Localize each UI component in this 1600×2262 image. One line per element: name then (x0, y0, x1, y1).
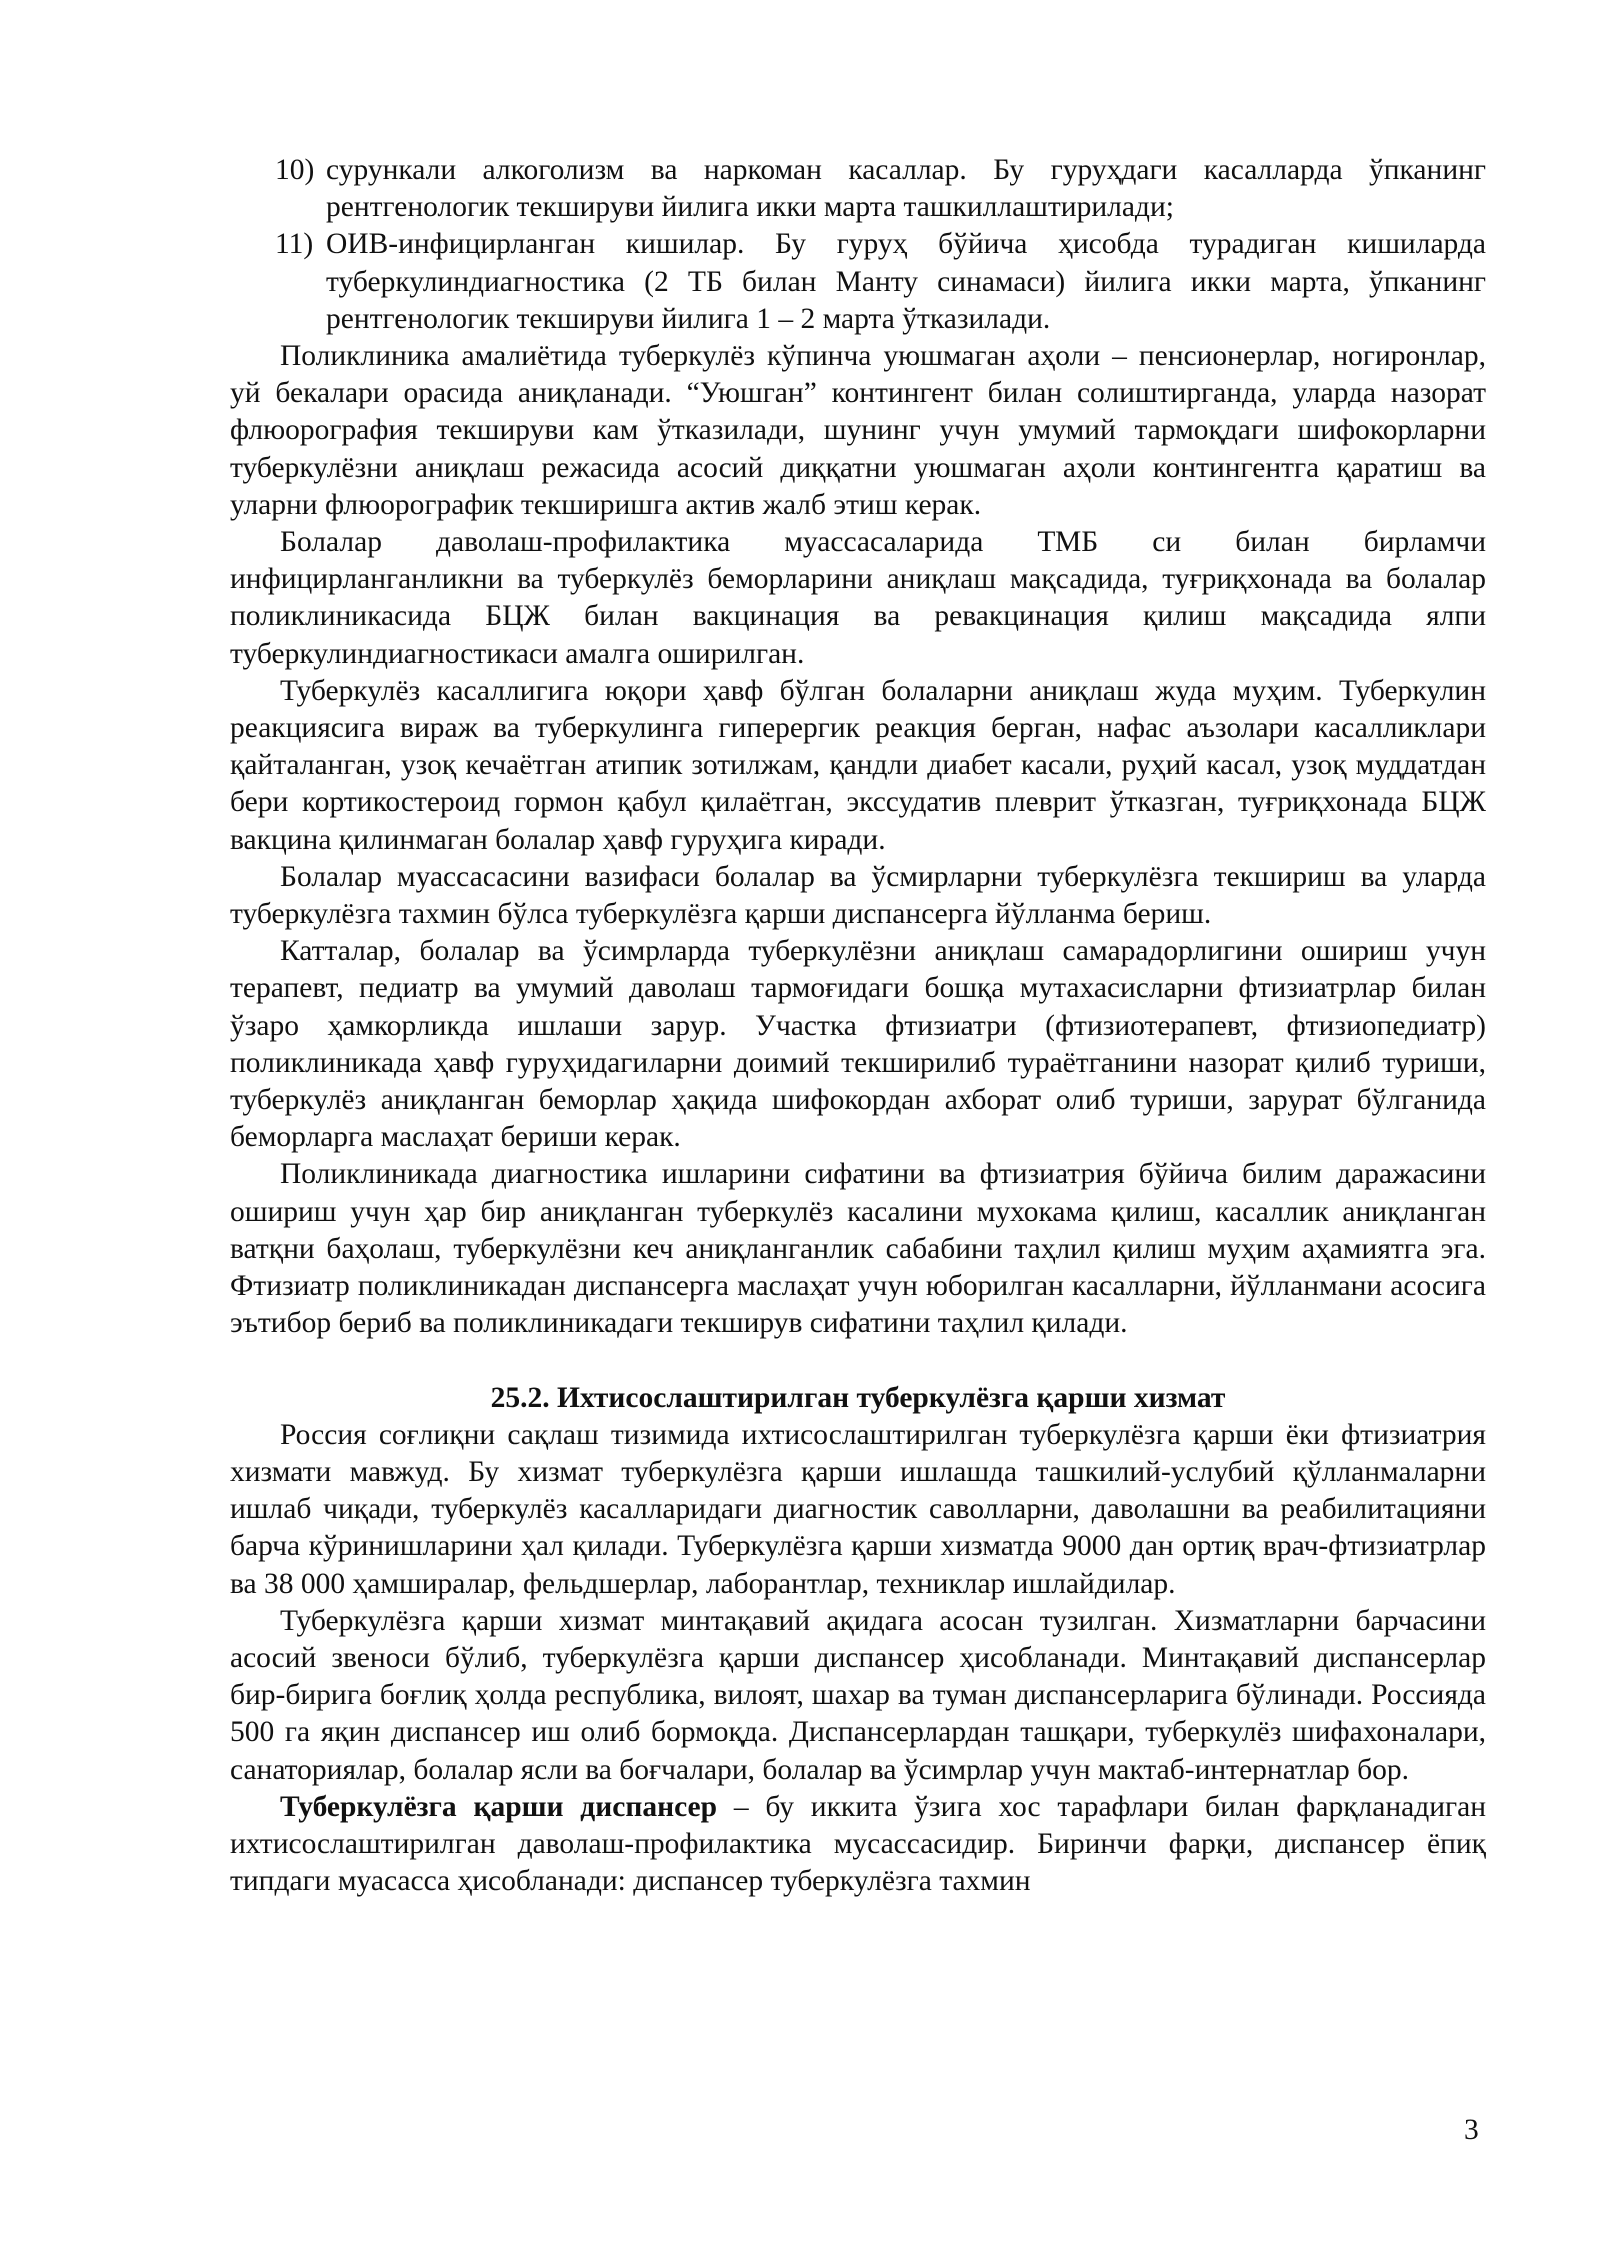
paragraph: Катталар, болалар ва ўсимрларда туберкулёзни аниқлаш самарадорлигини ошириш учун терапевт, педиатр ва умумий даволаш тармоғидаги бошқа мутахасисларни фтизиатрлар билан ўзаро ҳамкорликда ишлаши зарур. Участка фтизиатри (фтизиотерапевт, фтизиопедиатр) поликлиникада ҳавф гуруҳидагиларни доимий текширилиб тураётганини назорат қилиб туриши, туберкулёз аниқланган беморлар ҳақида шифокордан ахборат олиб туриши, зарурат бўлганида беморларга маслаҳат бериши керак. (230, 935, 1486, 1154)
section-heading: 25.2. Ихтисослаштирилган туберкулёзга қарши хизмат (490, 1381, 1226, 1414)
paragraph: Болалар даволаш-профилактика муассасаларида ТМБ си билан бирламчи инфицирланганликни ва туберкулёз беморларини аниқлаш мақсадида, туғриқхонада ва болалар поликлиникасида БЦЖ билан вакцинация ва ревакцинация қилиш мақсадида ялпи туберкулиндиагностикаси амалга оширилган. (230, 526, 1486, 670)
paragraph: Болалар муассасасини вазифаси болалар ва ўсмирларни туберкулёзга текшириш ва уларда туберкулёзга тахмин бўлса туберкулёзга қарши диспансерга йўлланма бериш. (230, 860, 1486, 931)
list-item-10 (230, 152, 1486, 226)
bold-term: Туберкулёзга қарши диспансер (280, 1790, 718, 1823)
paragraph: Поликлиника амалиётида туберкулёз кўпинча уюшмаган аҳоли – пенсионерлар, ногиронлар, уй бекалари орасида аниқланади. “Уюшган” контингент билан солиштирганда, уларда назорат флюорография текшируви кам ўтказилади, шунинг учун умумий тармоқдаги шифокорларни туберкулёзни аниқлаш режасида асосий диққатни уюшмаган аҳоли контингентга қаратиш ва уларни флюорографик текширишга актив жалб этиш керак. (230, 340, 1486, 521)
page-number: 3 (1464, 2114, 1479, 2146)
paragraph: Поликлиникада диагностика ишларини сифатини ва фтизиатрия бўйича билим даражасини ошириш учун ҳар бир аниқланган туберкулёз касалини мухокама қилиш, касаллик аниқланган ватқни баҳолаш, туберкулёзни кеч аниқланганлик сабабини таҳлил қилиш муҳим аҳамиятга эга. Фтизиатр поликлиникадан диспансерга маслаҳат учун юборилган касалларни, йўлланмани асосига эътибор бериб ва поликлиникадаги текширув сифатини таҳлил қилади. (230, 1158, 1486, 1340)
list-item-11 (230, 226, 1486, 338)
list-item-text: ОИВ-инфицирланган кишилар. Бу гуруҳ бўйича ҳисобда турадиган кишиларда туберкулиндиагностика (2 ТБ билан Манту синамаси) йилига икки марта, ўпканинг рентгенологик текшируви йилига 1 – 2 марта ўтказилади. (326, 228, 1486, 335)
paragraph-with-bold-term (230, 1789, 1486, 1901)
paragraph: Туберкулёзга қарши хизмат минтақавий ақидага асосан тузилган. Хизматларни барчасини асосий звеноси бўлиб, туберкулёзга қарши диспансер ҳисобланади. Минтақавий диспансерлар бир-бирига боғлиқ ҳолда республика, вилоят, шахар ва туман диспансерларига бўлинади. Россияда 500 га яқин диспансер иш олиб бормоқда. Диспансерлардан ташқари, туберкулёз шифахоналари, санаториялар, болалар ясли ва боғчалари, болалар ва ўсимрлар учун мактаб-интернатлар бор. (230, 1604, 1486, 1786)
list-item-text: сурункали алкоголизм ва наркоман касаллар. Бу гуруҳдаги касалларда ўпканинг рентгенологик текшируви йилига икки марта ташкиллаштирилади; (326, 154, 1486, 224)
list-number: 10) (275, 154, 315, 186)
paragraph: Туберкулёз касаллигига юқори ҳавф бўлган болаларни аниқлаш жуда муҳим. Туберкулин реакциясига вираж ва туберкулинга гиперергик реакция берган, нафас аъзолари касалликлари қайталанган, узоқ кечаётган атипик зотилжам, қандли диабет касали, руҳий касал, узоқ муддатдан бери кортикостероид гормон қабул қилаётган, экссудатив плеврит ўтказган, туғриқхонада БЦЖ вакцина қилинмаган болалар ҳавф гуруҳига киради. (230, 674, 1486, 856)
document-page (230, 152, 1486, 1900)
list-number: 11) (275, 228, 314, 261)
paragraph: Россия соғлиқни сақлаш тизимида ихтисослаштирилган туберкулёзга қарши ёки фтизиатрия хизмати мавжуд. Бу хизмат туберкулёзга қарши ишлашда ташкилий-услубий қўлланмаларни ишлаб чиқади, туберкулёз касалларидаги диагностик саволларни, даволашни ва реабилитацияни барча кўринишларини ҳал қилади. Туберкулёзга қарши хизматда 9000 дан ортиқ врач-фтизиатрлар ва 38 000 ҳамширалар, фельдшерлар, лаборантлар, техниклар ишлайдилар. (230, 1418, 1486, 1600)
paragraph-text: – бу иккита ўзига хос тарафлари билан фарқланадиган ихтисослаштирилган даволаш-профилактика мусассасидир. Биринчи фарқи, диспансер ёпиқ типдаги муасасса ҳисобланади: диспансер туберкулёзга тахмин (230, 1790, 1487, 1898)
